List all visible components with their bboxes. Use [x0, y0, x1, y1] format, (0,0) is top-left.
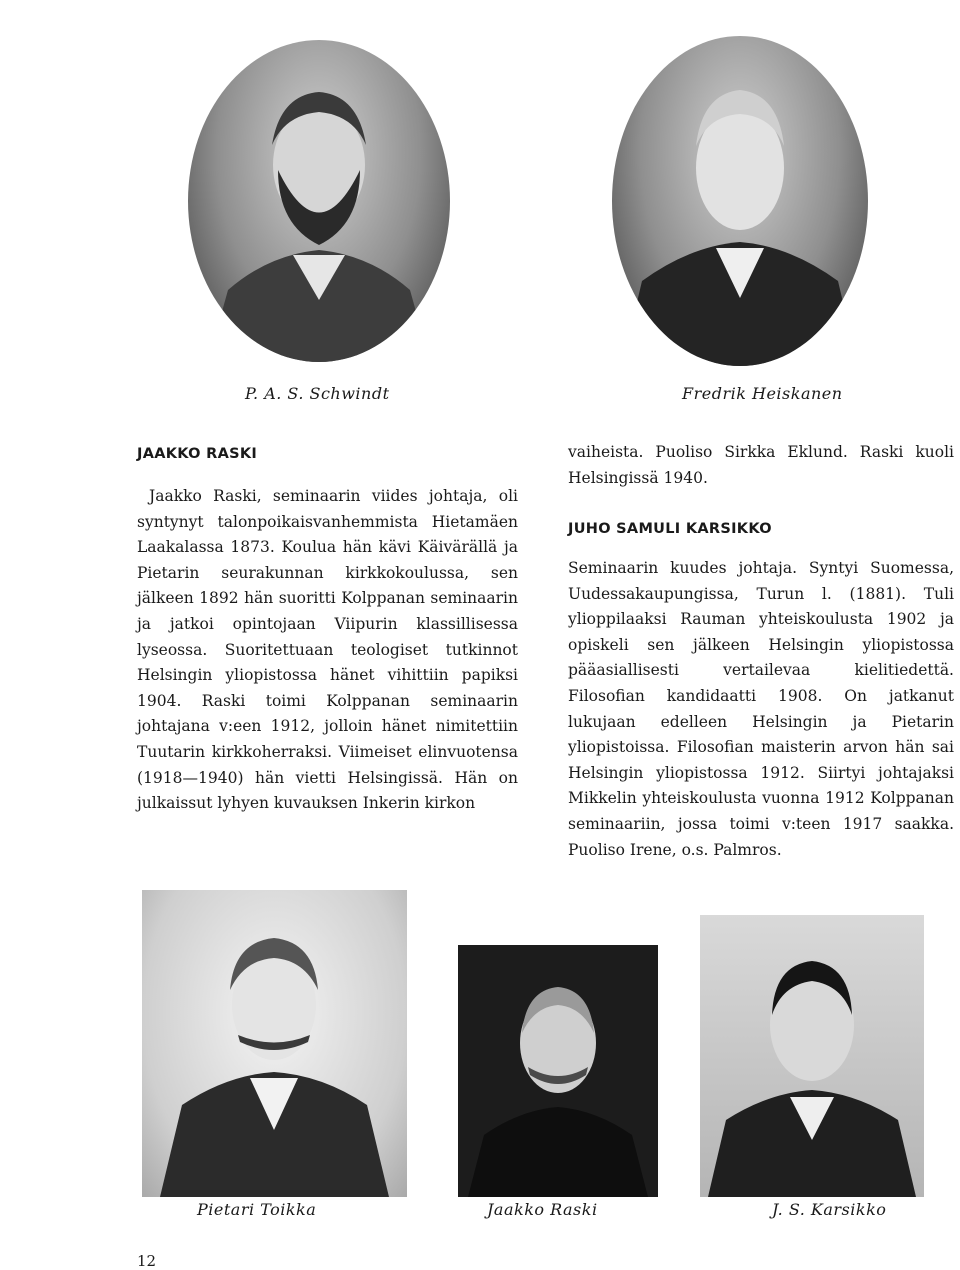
caption-heiskanen: Fredrik Heiskanen: [682, 384, 843, 403]
column-right: [568, 440, 954, 491]
portrait-schwindt: [188, 40, 450, 362]
heading-juho-samuli-karsikko: JUHO SAMULI KARSIKKO: [568, 521, 772, 537]
portrait-raski: [458, 945, 658, 1197]
column-left: [137, 484, 518, 817]
paragraph-raski-continued: vaiheista. Puoliso Sirkka Eklund. Raski kuoli Helsingissä 1940.: [568, 443, 954, 487]
portrait-schwindt-figure: [188, 40, 450, 362]
paragraph-jaakko-raski: Jaakko Raski, seminaarin viides johtaja, oli syntynyt talonpoikaisvanhemmista Hietamäen Laakalassa 1873. Koulua hän kävi Käivärällä ja Pietarin seurakunnan kirkkokoulussa, sen jälkeen 1892 hän suoritti Kolppanan seminaarin ja jatkoi opintojaan Viipurin klassillisessa lyseossa. Suoritettuaan teologiset tutkinnot Helsingin yliopistossa hänet vihittiin papiksi 1904. Raski toimi Kolppanan seminaarin johtajana v:een 1912, jolloin hänet nimitettiin Tuutarin kirkkoherraksi. Viimeiset elinvuotensa (1918—1940) hän vietti Helsingissä. Hän on julkaissut lyhyen kuvauksen Inkerin kirkon: [137, 487, 518, 813]
portrait-toikka-figure: [142, 890, 407, 1197]
column-right-2: [568, 556, 954, 863]
page-number: 12: [137, 1252, 157, 1270]
portrait-heiskanen: [612, 36, 868, 366]
portrait-karsikko: [700, 915, 924, 1197]
portrait-karsikko-figure: [700, 915, 924, 1197]
caption-schwindt: P. A. S. Schwindt: [245, 384, 390, 403]
portrait-raski-figure: [458, 945, 658, 1197]
caption-karsikko: J. S. Karsikko: [772, 1200, 887, 1219]
caption-raski: Jaakko Raski: [487, 1200, 598, 1219]
caption-toikka: Pietari Toikka: [197, 1200, 317, 1219]
portrait-heiskanen-figure: [612, 36, 868, 366]
portrait-toikka: [142, 890, 407, 1197]
heading-jaakko-raski: JAAKKO RASKI: [137, 446, 258, 462]
paragraph-karsikko: Seminaarin kuudes johtaja. Syntyi Suomessa, Uudessakaupungissa, Turun l. (1881). Tuli ylioppilaaksi Rauman yhteiskoulusta 1902 ja opiskeli sen jälkeen Helsingin yliopistossa pääasiallisesti vertailevaa kielitiedettä. Filosofian kandidaatti 1908. On jatkanut lukujaan edelleen Helsingin ja Pietarin yliopistoissa. Filosofian maisterin arvon hän sai Helsingin yliopistossa 1912. Siirtyi johtajaksi Mikkelin yhteiskoulusta vuonna 1912 Kolppanan seminaariin, jossa toimi v:teen 1917 saakka. Puoliso Irene, o.s. Palmros.: [568, 559, 954, 859]
